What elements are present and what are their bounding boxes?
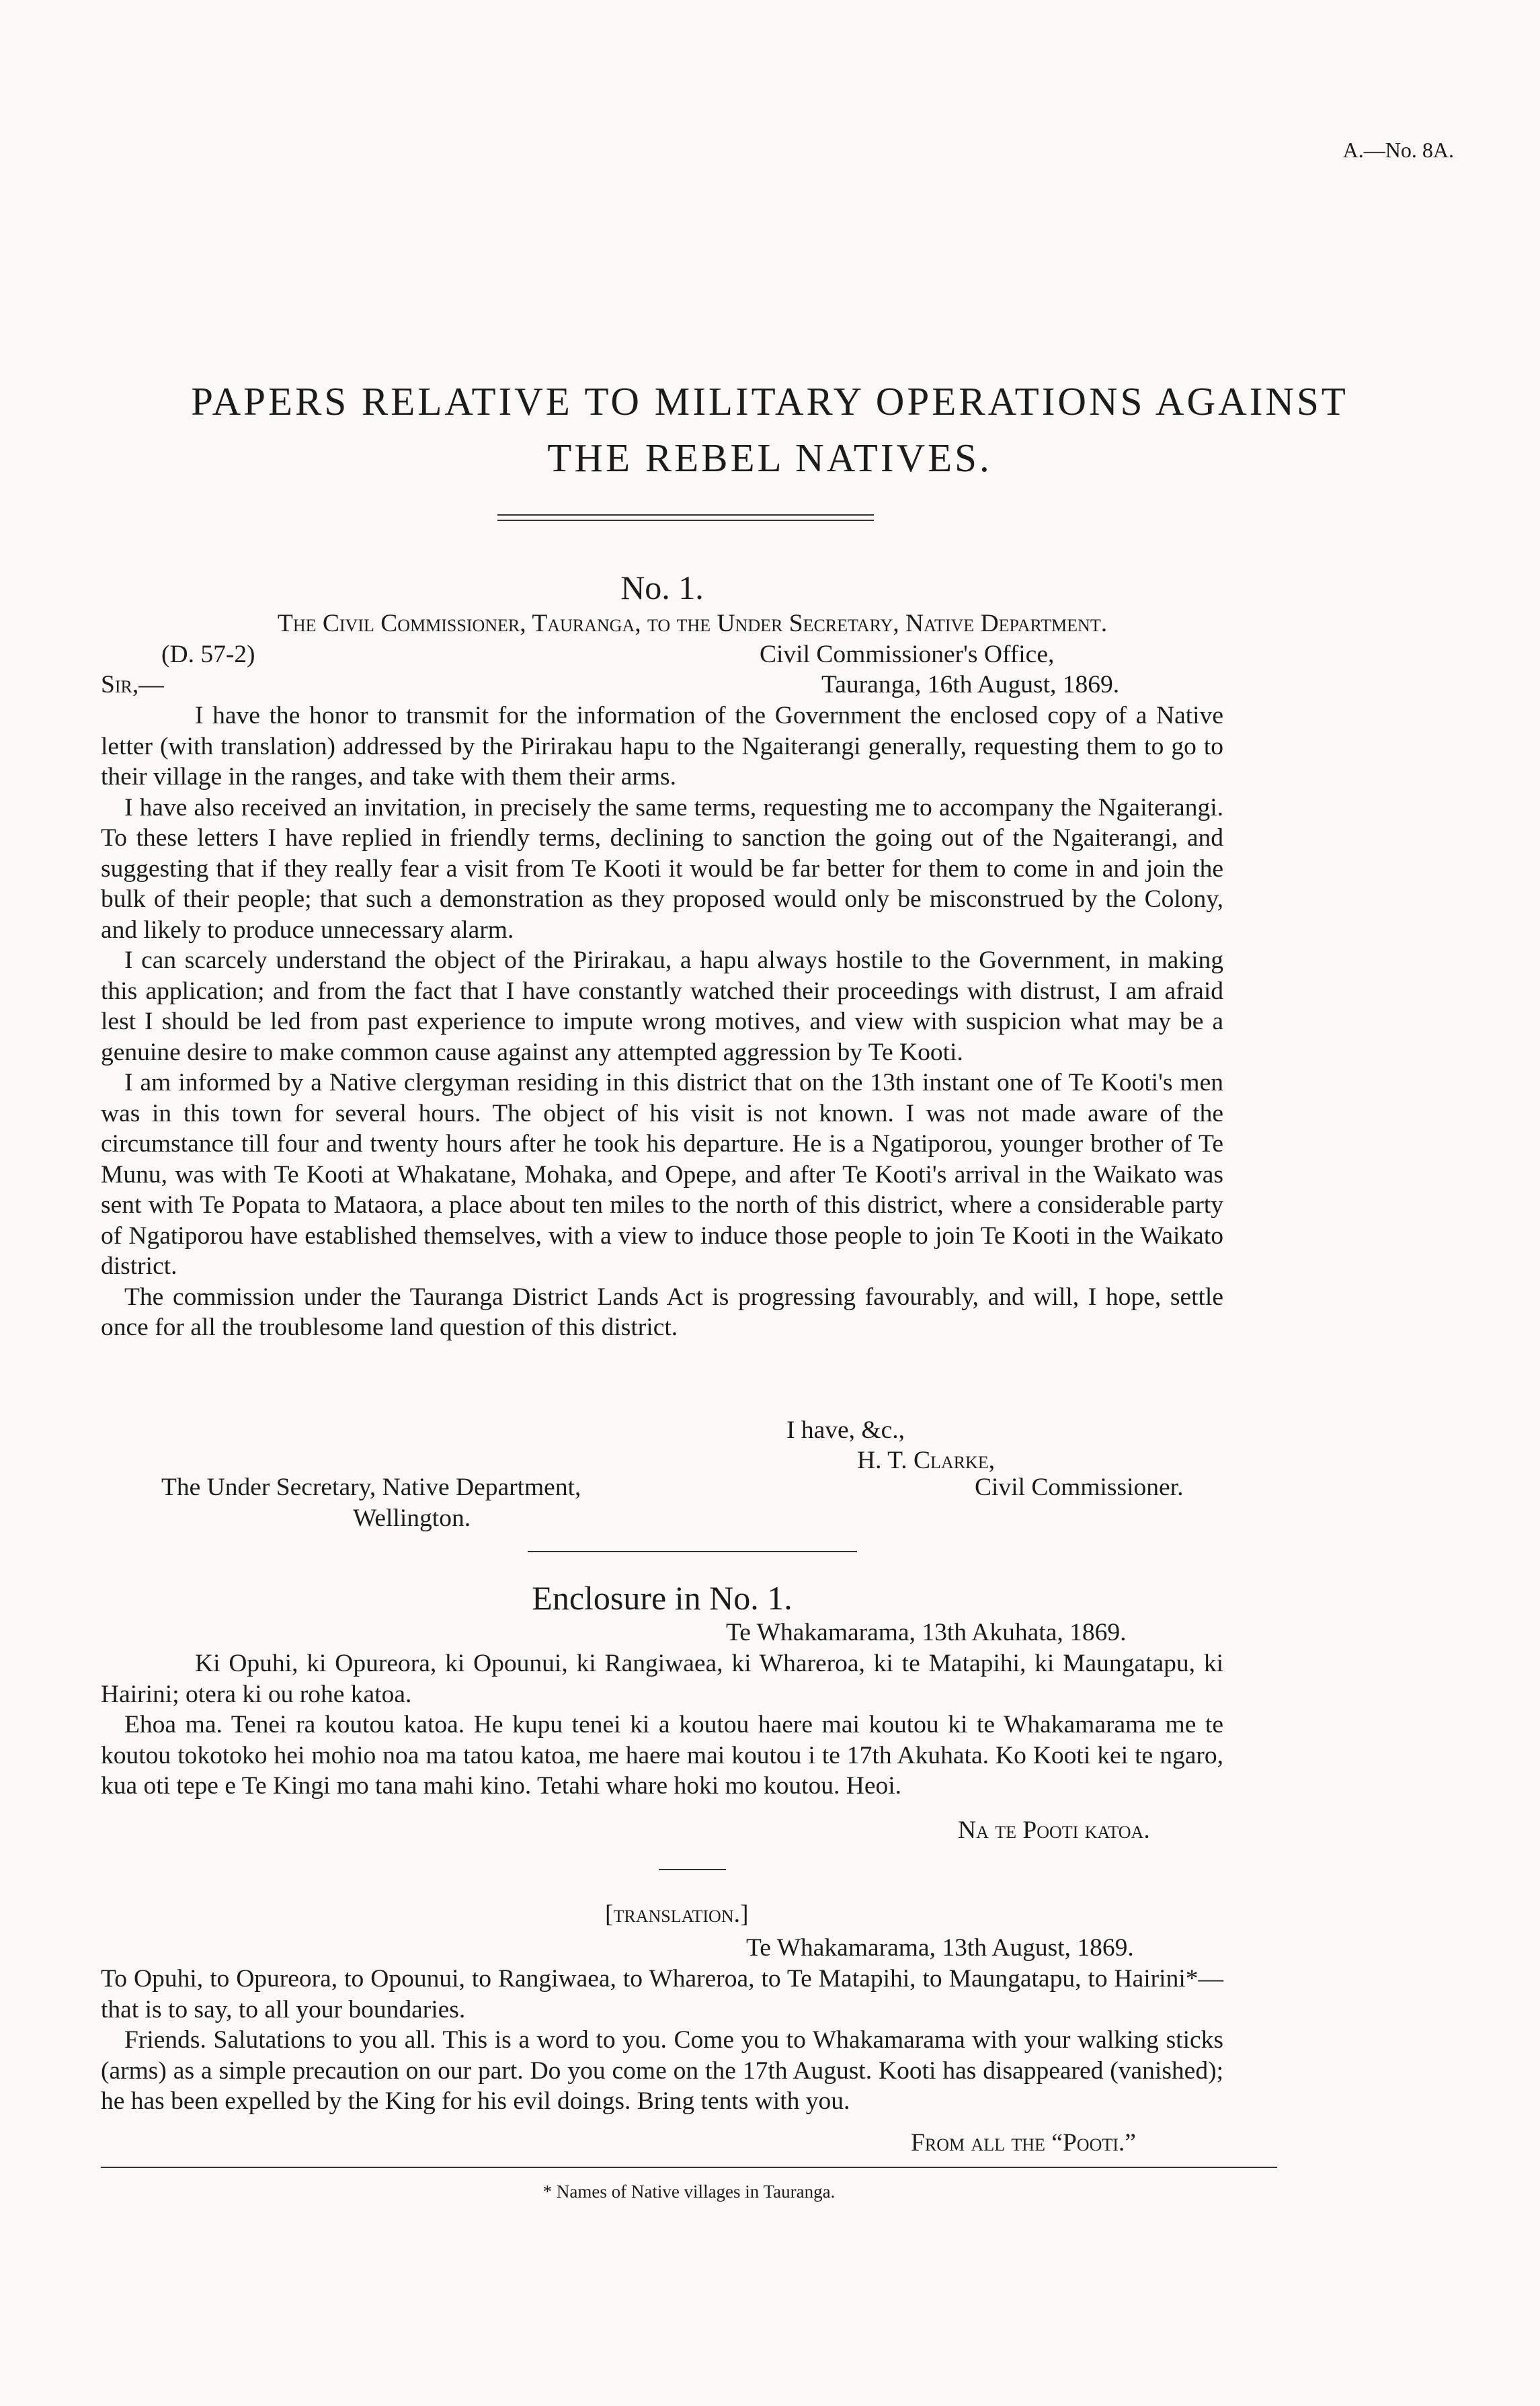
footnote: * Names of Native villages in Tauranga.	[542, 2181, 836, 2202]
letter-closing: I have, &c.,	[786, 1416, 905, 1444]
page-reference: A.—No. 8A.	[1342, 138, 1454, 162]
translation-paragraph: To Opuhi, to Opureora, to Opounui, to Rangiwaea, to Whareroa, to Te Matapihi, to Maungatapu, to Hairini*—that is to say, to all your boundaries.	[101, 1965, 1223, 2023]
translation-paragraph: Friends. Salutations to you all. This is a word to you. Come you to Whakamarama with your walking sticks (arms) as a simple precaution on our part. Do you come on the 17th August. Kooti has disappeared (vanished); he has been expelled by the King for his evil doings. Bring tents with you.	[101, 2026, 1223, 2115]
title-rule-bottom	[497, 520, 874, 521]
translation-label: [translation.]	[605, 1900, 749, 1928]
enclosure-signature: Na te Pooti katoa.	[958, 1816, 1150, 1844]
letter-office: Civil Commissioner's Office,	[760, 641, 1055, 668]
section-heading-no1: No. 1.	[620, 569, 704, 606]
section-divider	[528, 1551, 857, 1552]
letter-paragraph: I can scarcely understand the object of the Pirirakau, a hapu always hostile to the Government, in making this application; and from the fact that I have constantly watched their proceedings with distrust, I am afraid lest I should be led from past experience to impute wrong motives, and view with suspicion what may be a genuine desire to make common cause against any attempted aggression by Te Kooti.	[101, 947, 1223, 1066]
letter-paragraph: The commission under the Tauranga District Lands Act is progressing favourably, and will, I hope, settle once for all the troublesome land question of this district.	[101, 1283, 1223, 1341]
letter-place-date: Tauranga, 16th August, 1869.	[821, 671, 1120, 698]
letter-from-to: The Civil Commissioner, Tauranga, to the Under Secretary, Native Department.	[277, 610, 1108, 637]
document-title	[101, 373, 1438, 486]
letter-signature-title: Civil Commissioner.	[975, 1474, 1184, 1501]
footnote-rule	[101, 2167, 1277, 2168]
title-rule-top	[497, 514, 874, 516]
short-divider	[659, 1869, 726, 1870]
letter-reference: (D. 57-2)	[161, 641, 255, 668]
enclosure-paragraph: Ki Opuhi, ki Opureora, ki Opounui, ki Rangiwaea, ki Whareroa, ki te Matapihi, ki Maungatapu, ki Hairini; otera ki ou rohe katoa.	[101, 1650, 1223, 1708]
enclosure-place-date: Te Whakamarama, 13th Akuhata, 1869.	[726, 1619, 1127, 1646]
enclosure-body	[101, 1648, 1223, 1802]
title-line-1: PAPERS RELATIVE TO MILITARY OPERATIONS AGAINST	[191, 379, 1348, 424]
letter-paragraph: I have also received an invitation, in precisely the same terms, requesting me to accompany the Ngaiterangi. To these letters I have replied in friendly terms, declining to sanction the going out of the Ngaiterangi, and suggesting that if they really fear a visit from Te Kooti it would be far better for them to come in and join the bulk of their people; that such a demonstration as they proposed would only be misconstrued by the Colony, and likely to produce unnecessary alarm.	[101, 793, 1223, 944]
title-line-2: THE REBEL NATIVES.	[547, 436, 992, 480]
letter-paragraph: I have the honor to transmit for the information of the Government the enclosed copy of a Native letter (with translation) addressed by the Pirirakau hapu to the Ngaiterangi generally, requesting them to go to their village in the ranges, and take with them their arms.	[101, 702, 1223, 791]
enclosure-heading: Enclosure in No. 1.	[532, 1579, 793, 1617]
letter-addressee: The Under Secretary, Native Department,	[161, 1474, 581, 1501]
translation-signature: From all the “Pooti.”	[911, 2129, 1136, 2157]
translation-place-date: Te Whakamarama, 13th August, 1869.	[746, 1934, 1134, 1962]
translation-body	[101, 1964, 1223, 2117]
enclosure-paragraph: Ehoa ma. Tenei ra koutou katoa. He kupu tenei ki a koutou haere mai koutou ki te Whakamarama me te koutou tokotoko hei mohio noa ma tatou katoa, me haere mai koutou i te 17th Akuhata. Ko Kooti kei te ngaro, kua oti tepe e Te Kingi mo tana mahi kino. Tetahi whare hoki mo koutou. Heoi.	[101, 1711, 1223, 1800]
letter-signature: H. T. Clarke,	[857, 1447, 996, 1474]
letter-paragraph: I am informed by a Native clergyman residing in this district that on the 13th instant one of Te Kooti's men was in this town for several hours. The object of his visit is not known. I was not made aware of the circumstance till four and twenty hours after he took his departure. He is a Ngatiporou, younger brother of Te Munu, was with Te Kooti at Whakatane, Mohaka, and Opepe, and after Te Kooti's arrival in the Waikato was sent with Te Popata to Mataora, a place about ten miles to the north of this district, where a considerable party of Ngatiporou have established themselves, with a view to induce those people to join Te Kooti in the Waikato district.	[101, 1069, 1223, 1280]
letter-body	[101, 700, 1223, 1343]
letter-addressee-place: Wellington.	[353, 1505, 471, 1532]
letter-salutation: Sir,—	[101, 671, 164, 698]
